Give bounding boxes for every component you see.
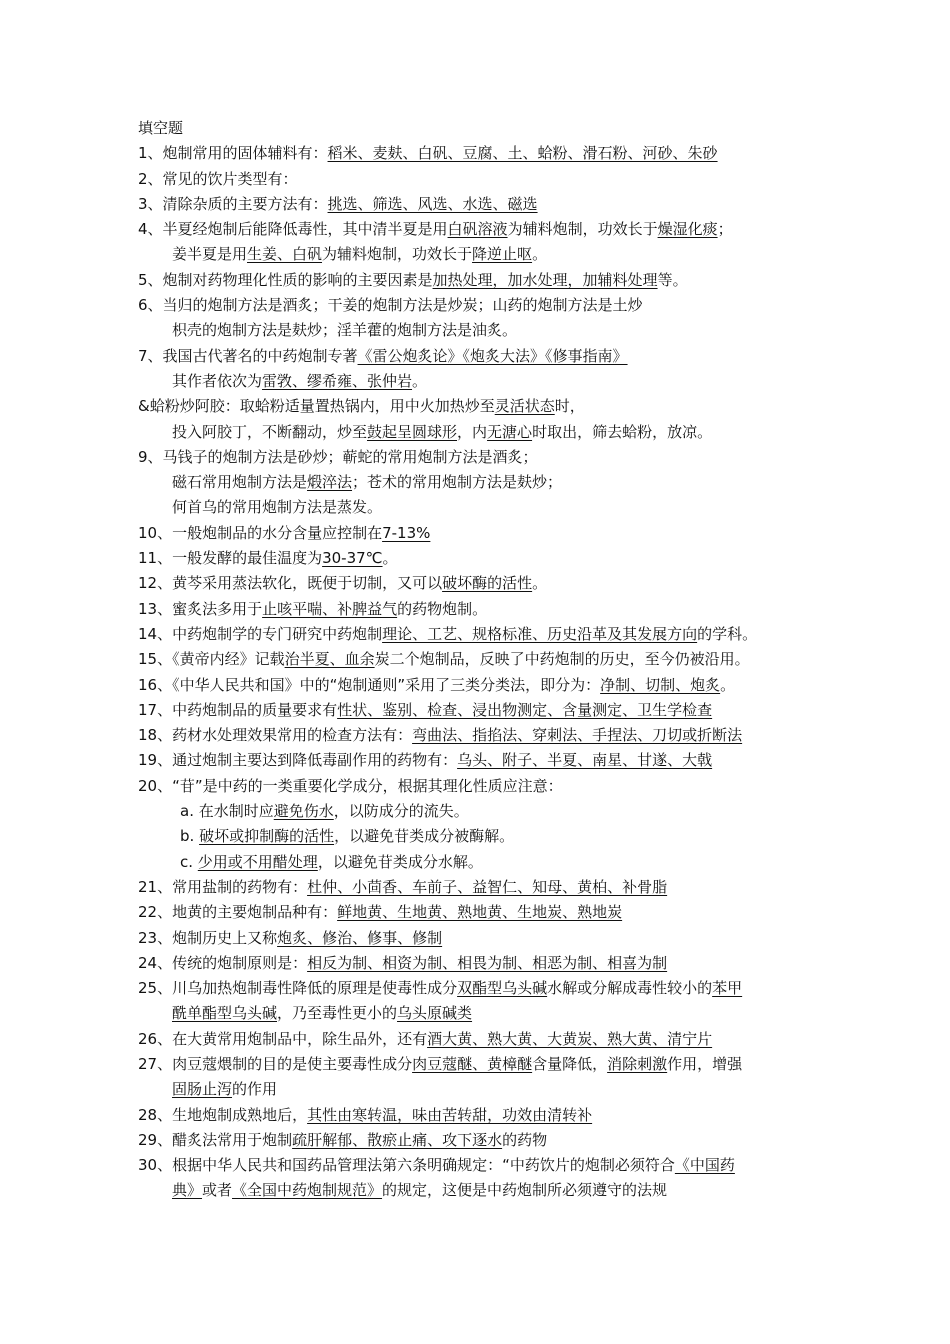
question-text: 。: [382, 549, 398, 568]
question-line: [138, 546, 838, 571]
question-line-continuation: [138, 850, 838, 875]
question-text: ，以避免苷类成分水解。: [317, 852, 483, 871]
question-text: 为辅料炮制，功效长于: [322, 245, 473, 264]
answer-text: 避免伤水: [273, 802, 334, 821]
question-line: [138, 900, 838, 925]
question-line-continuation: [138, 242, 838, 267]
question-text: ；苍术的常用炮制方法是麸炒；: [352, 473, 563, 492]
question-text: 7、我国古代著名的中药炮制专著: [138, 346, 358, 365]
question-text: 16、《中华人民共和国》中的“炮制通则”采用了三类分类法，即分为：: [138, 675, 601, 694]
answer-text: 性状、鉴别、检查、浸出物测定、含量测定、卫生学检查: [337, 700, 713, 719]
question-line-continuation: [138, 318, 838, 343]
question-line: [138, 445, 838, 470]
answer-text: 30-37℃: [322, 549, 383, 568]
question-text: 6、当归的炮制方法是酒炙；干姜的炮制方法是炒炭；山药的炮制方法是土炒: [138, 296, 643, 315]
question-text: 30、根据中华人民共和国药品管理法第六条明确规定：“中药饮片的炮制必须符合: [138, 1156, 675, 1175]
question-text: ；: [717, 220, 733, 239]
question-text: 3、清除杂质的主要方法有：: [138, 194, 328, 213]
question-line-continuation: [138, 1077, 838, 1102]
question-text: 2、常见的饮片类型有：: [138, 169, 298, 188]
question-text: 15、《黄帝内经》记载: [138, 650, 285, 669]
answer-text: 典》: [172, 1181, 203, 1200]
question-line: [138, 1052, 838, 1077]
question-text: 13、蜜炙法多用于: [138, 599, 263, 618]
question-line: [138, 647, 838, 672]
answer-text: 乌头、附子、半夏、南星、甘遂、大戟: [457, 751, 713, 770]
question-text: 5、炮制对药物理化性质的影响的主要因素是: [138, 270, 433, 289]
question-line: [138, 976, 838, 1001]
answer-text: 鼓起呈圆球形: [367, 422, 458, 441]
answer-text: 7-13%: [382, 523, 431, 542]
answer-text: 疏肝解郁、散瘀止痛、攻下逐水: [292, 1130, 503, 1149]
question-line: [138, 698, 838, 723]
question-line: [138, 1103, 838, 1128]
answer-text: 雷敩、缪希雍、张仲岩: [262, 371, 413, 390]
answer-text: 《中国药: [674, 1156, 735, 1175]
question-text: 29、醋炙法常用于炮制: [138, 1130, 293, 1149]
question-line-continuation: [138, 824, 838, 849]
question-text: b.: [180, 827, 200, 846]
question-list: [138, 141, 838, 1203]
question-text: 24、传统的炮制原则是：: [138, 953, 308, 972]
question-line-continuation: [138, 470, 838, 495]
question-line: [138, 1153, 838, 1178]
question-line: [138, 926, 838, 951]
question-line: [138, 217, 838, 242]
answer-text: 稻米、麦麸、白矾、豆腐、土、蛤粉、滑石粉、河砂、朱砂: [327, 144, 718, 163]
document-title: 填空题: [138, 119, 184, 137]
answer-text: 煅淬法: [307, 473, 353, 492]
question-text: 炭二个炮制品，反映了中药炮制的历史，至今仍被沿用。: [374, 650, 750, 669]
answer-text: 弯曲法、指掐法、穿刺法、手捏法、刀切或折断法: [412, 726, 743, 745]
question-text: 12、黄芩采用蒸法软化，既便于切制，又可以: [138, 574, 443, 593]
question-text: 1、炮制常用的固体辅料有：: [138, 144, 328, 163]
question-text: 等。: [657, 270, 688, 289]
question-text: 。: [532, 574, 548, 593]
question-text: 或者: [202, 1181, 233, 1200]
question-text: 的药物炮制。: [397, 599, 488, 618]
answer-text: 双酯型乌头碱: [457, 979, 548, 998]
answer-text: 酒大黄、熟大黄、大黄炭、熟大黄、清宁片: [427, 1029, 713, 1048]
question-line-continuation: [138, 1178, 838, 1203]
question-line: [138, 622, 838, 647]
question-text: 19、通过炮制主要达到降低毒副作用的药物有：: [138, 751, 458, 770]
question-line-continuation: [138, 495, 838, 520]
question-line: [138, 774, 838, 799]
question-text: 20、“苷”是中药的一类重要化学成分，根据其理化性质应注意：: [138, 776, 563, 795]
question-text: 4、半夏经炮制后能降低毒性，其中清半夏是用: [138, 220, 448, 239]
answer-text: 白矾溶液: [447, 220, 508, 239]
answer-text: 苯甲: [712, 979, 743, 998]
answer-text: 《雷公炮炙论》《炮炙大法》《修事指南》: [357, 346, 628, 365]
question-line: [138, 951, 838, 976]
question-line-continuation: [138, 369, 838, 394]
question-line: [138, 268, 838, 293]
answer-text: 酰单酯型乌头碱: [172, 1004, 278, 1023]
answer-text: 消除刺激: [607, 1054, 668, 1073]
question-text: 枳壳的炮制方法是麸炒；淫羊藿的炮制方法是油炙。: [172, 321, 518, 340]
question-line: [138, 344, 838, 369]
answer-text: 乌头原碱类: [397, 1004, 473, 1023]
question-text: 为辅料炮制，功效长于: [507, 220, 658, 239]
question-text: 姜半夏是用: [172, 245, 248, 264]
question-line: [138, 597, 838, 622]
question-text: 27、肉豆蔻煨制的目的是使主要毒性成分: [138, 1054, 413, 1073]
question-text: 。: [532, 245, 548, 264]
question-text: 。: [720, 675, 736, 694]
question-text: 10、一般炮制品的水分含量应控制在: [138, 523, 383, 542]
answer-text: 破坏酶的活性: [442, 574, 533, 593]
question-text: 26、在大黄常用炮制品中，除生品外，还有: [138, 1029, 428, 1048]
answer-text: 理论、工艺、规格标准、历史沿革及其发展方向: [382, 624, 698, 643]
question-text: 的规定，这便是中药炮制所必须遵守的法规: [382, 1181, 668, 1200]
answer-text: 止咳平喘、补脾益气: [262, 599, 398, 618]
question-text: 水解或分解成毒性较小的: [547, 979, 713, 998]
question-line-continuation: [138, 1001, 838, 1026]
question-text: 的药物: [502, 1130, 548, 1149]
answer-text: 炮炙、修治、修事、修制: [277, 928, 443, 947]
question-line: [138, 192, 838, 217]
question-line: [138, 571, 838, 596]
question-line-continuation: [138, 420, 838, 445]
answer-text: 生姜、白矾: [247, 245, 323, 264]
question-text: 作用，增强: [667, 1054, 743, 1073]
question-line: [138, 723, 838, 748]
question-line: [138, 521, 838, 546]
answer-text: 燥湿化痰: [657, 220, 718, 239]
question-text: 18、药材水处理效果常用的检查方法有：: [138, 726, 413, 745]
question-line: [138, 141, 838, 166]
question-text: ，内: [457, 422, 488, 441]
question-text: c.: [180, 852, 198, 871]
question-text: &蛤粉炒阿胶：取蛤粉适量置热锅内，用中火加热炒至: [138, 397, 495, 416]
question-text: 28、生地炮制成熟地后，: [138, 1105, 308, 1124]
question-line: [138, 394, 838, 419]
answer-text: 降逆止呕: [472, 245, 533, 264]
question-text: 的作用: [232, 1080, 278, 1099]
question-line: [138, 673, 838, 698]
answer-text: 其性由寒转温，味由苦转甜，功效由清转补: [307, 1105, 593, 1124]
question-line: [138, 1027, 838, 1052]
question-text: ，以防成分的流失。: [333, 802, 469, 821]
answer-text: 肉豆蔻醚、黄樟醚: [412, 1054, 533, 1073]
answer-text: 加热处理，加水处理，加辅料处理: [432, 270, 658, 289]
question-line: [138, 167, 838, 192]
answer-text: 鲜地黄、生地黄、熟地黄、生地炭、熟地炭: [337, 903, 623, 922]
question-text: ，乃至毒性更小的: [277, 1004, 398, 1023]
question-text: 磁石常用炮制方法是: [172, 473, 308, 492]
question-text: 17、中药炮制品的质量要求有: [138, 700, 338, 719]
question-text: 。: [412, 371, 428, 390]
question-text: 时，: [554, 397, 585, 416]
question-text: 23、炮制历史上又称: [138, 928, 278, 947]
question-text: 含量降低，: [532, 1054, 608, 1073]
question-line-continuation: [138, 799, 838, 824]
question-text: 11、一般发酵的最佳温度为: [138, 549, 323, 568]
question-text: 25、川乌加热炮制毒性降低的原理是使毒性成分: [138, 979, 458, 998]
question-text: 21、常用盐制的药物有：: [138, 877, 308, 896]
answer-text: 固肠止泻: [172, 1080, 233, 1099]
answer-text: 少用或不用醋处理: [197, 852, 318, 871]
answer-text: 灵活状态: [494, 397, 555, 416]
question-text: 9、马钱子的炮制方法是砂炒；蕲蛇的常用炮制方法是酒炙；: [138, 447, 538, 466]
answer-text: 无溏心: [487, 422, 533, 441]
question-line: [138, 748, 838, 773]
question-text: 时取出，筛去蛤粉，放凉。: [532, 422, 713, 441]
answer-text: 挑选、筛选、风选、水选、磁选: [327, 194, 538, 213]
answer-text: 相反为制、相资为制、相畏为制、相恶为制、相喜为制: [307, 953, 668, 972]
answer-text: 破坏或抑制酶的活性: [199, 827, 335, 846]
question-text: 其作者依次为: [172, 371, 263, 390]
question-text: 14、中药炮制学的专门研究中药炮制: [138, 624, 383, 643]
answer-text: 治半夏、血余: [284, 650, 375, 669]
answer-text: 净制、切制、炮炙: [600, 675, 721, 694]
question-text: a. 在水制时应: [180, 802, 274, 821]
question-line: [138, 293, 838, 318]
question-text: 的学科。: [697, 624, 758, 643]
document-body: [138, 116, 838, 1204]
question-line: [138, 875, 838, 900]
answer-text: 《全国中药炮制规范》: [232, 1181, 383, 1200]
question-text: 22、地黄的主要炮制品种有：: [138, 903, 338, 922]
question-text: 投入阿胶丁，不断翻动，炒至: [172, 422, 368, 441]
question-line: [138, 1128, 838, 1153]
question-text: 何首乌的常用炮制方法是蒸发。: [172, 498, 383, 517]
answer-text: 杜仲、小茴香、车前子、益智仁、知母、黄柏、补骨脂: [307, 877, 668, 896]
question-text: ，以避免苷类成分被酶解。: [334, 827, 515, 846]
